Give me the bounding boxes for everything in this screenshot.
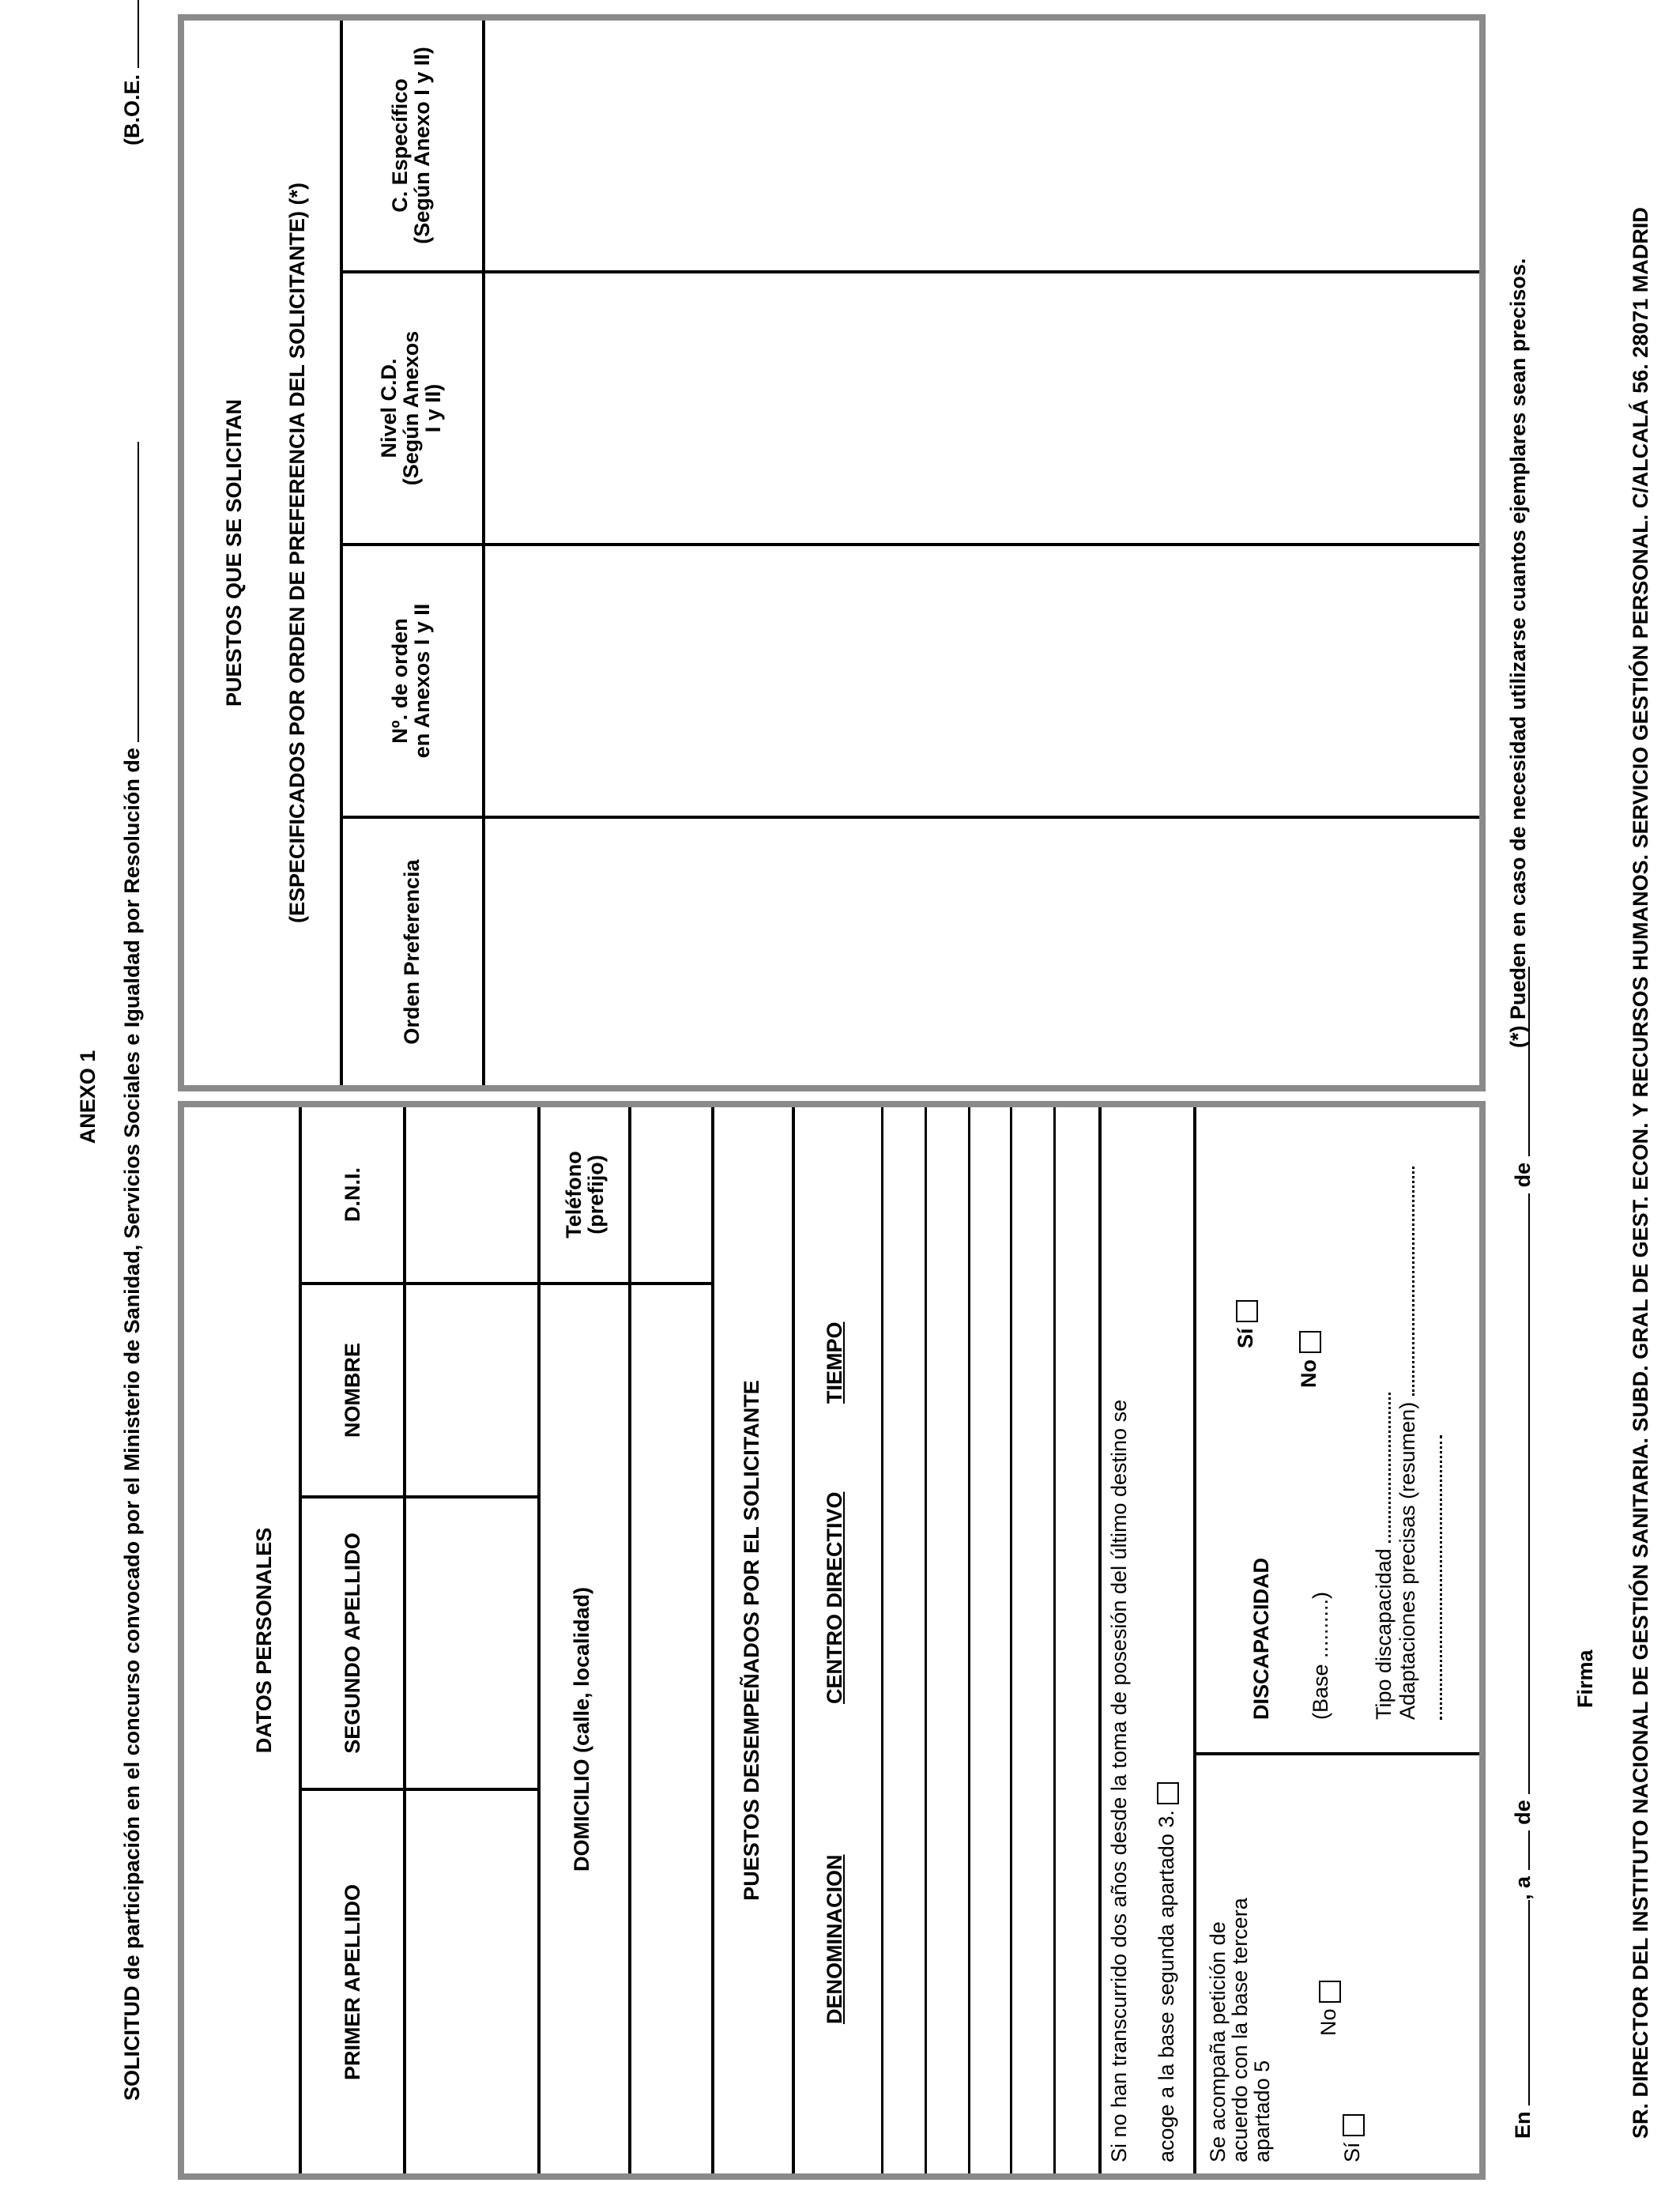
rule — [925, 1107, 927, 2173]
col-divider — [300, 1495, 539, 1498]
personal-section-title: DATOS PERSONALES — [252, 1527, 276, 1754]
phone-divider — [537, 1282, 713, 1285]
positions-held-title: PUESTOS DESEMPEÑADOS POR EL SOLICITANTE — [740, 1380, 763, 1901]
header-nivel-l2: (Según Anexos — [399, 330, 423, 486]
petition-line-2: acuerdo con la base tercera — [1228, 1898, 1252, 2162]
requested-title: PUESTOS QUE SE SOLICITAN — [222, 398, 246, 707]
header-n-orden-l1: Nº. de orden — [388, 618, 412, 744]
header-nivel-l3: I y II) — [421, 383, 445, 433]
header-n-orden-l2: en Anexos I y II — [410, 603, 434, 759]
col-divider — [300, 1788, 539, 1791]
rule — [403, 1107, 406, 2173]
header-especifico-l1: C. Específico — [388, 78, 412, 213]
rule — [711, 1107, 714, 2173]
disability-title: DISCAPACIDAD — [1249, 1557, 1273, 1720]
signature-line: En , a de de — [1509, 967, 1535, 2139]
disability-adaptations-field[interactable] — [1395, 1167, 1414, 1396]
rule — [792, 1107, 795, 2173]
petition-divider — [1195, 1752, 1479, 1755]
petition-yes-checkbox[interactable] — [1343, 2114, 1365, 2136]
boe-reference: (B.O.E. — [119, 0, 145, 145]
firma-label: Firma — [1573, 1649, 1597, 1708]
recipient-line: SR. DIRECTOR DEL INSTITUTO NACIONAL DE GESTIÓN SANITARIA. SUBD. GRAL DE GEST. ECON. Y RECURSOS HUMANOS. SERVICIO GESTIÓN PERSONAL. C/ALCALÁ 56. 28071 MADRID — [1629, 207, 1652, 2139]
request-line: SOLICITUD de participación en el concurso convocado por el Ministerio de Sanidad, Servicios Sociales e Igualdad por Resolución de — [119, 442, 145, 2101]
col-divider — [341, 543, 1479, 546]
disability-yes-checkbox[interactable] — [1236, 1300, 1258, 1322]
header-primer-apellido: PRIMER APELLIDO — [341, 1884, 364, 2081]
disability-type: Tipo discapacidad — [1371, 1393, 1396, 1720]
rule — [1098, 1107, 1102, 2173]
rule — [299, 1107, 302, 2173]
rule — [1010, 1107, 1012, 2173]
disability-type-field[interactable] — [1371, 1393, 1391, 1543]
header-orden-preferencia: Orden Preferencia — [400, 859, 424, 1045]
boe-blank[interactable] — [119, 0, 139, 68]
rule — [881, 1107, 883, 2173]
header-especifico-l2: (Según Anexo I y II) — [410, 47, 434, 244]
resolution-blank[interactable] — [119, 442, 139, 742]
col-divider — [300, 1282, 539, 1285]
col-divider — [341, 270, 1479, 273]
footnote: (*) Pueden en caso de necesidad utilizarse cuantos ejemplares sean precisos. — [1506, 258, 1530, 1048]
place-blank[interactable] — [1509, 1900, 1530, 2105]
disability-adaptations: Adaptaciones precisas (resumen) — [1395, 1167, 1420, 1720]
petition-line-1: Se acompaña petición de — [1206, 1921, 1230, 2162]
header-nombre: NOMBRE — [341, 1343, 364, 1438]
transition-line-1: Si no han transcurrido dos años desde la toma de posesión del último destino se — [1107, 1399, 1131, 2162]
rule — [340, 21, 343, 1085]
disability-adaptations-field-2[interactable] — [1422, 1435, 1442, 1720]
transition-line-2: acoge a la base segunda apartado 3. — [1154, 1782, 1179, 2162]
requested-positions-box — [178, 14, 1486, 1091]
disability-adaptations-line2 — [1422, 1435, 1448, 1720]
header-segundo-apellido: SEGUNDO APELLIDO — [341, 1532, 364, 1754]
petition-no-checkbox[interactable] — [1319, 1981, 1341, 2003]
month-blank[interactable] — [1509, 1193, 1530, 1794]
header-tiempo: TIEMPO — [823, 1321, 846, 1404]
petition-line-3: apartado 5 — [1250, 2060, 1274, 2162]
rule — [628, 1107, 631, 2173]
rule — [537, 1107, 541, 2173]
rule — [1193, 1107, 1196, 2173]
col-divider — [341, 816, 1479, 819]
petition-no: No — [1316, 1981, 1341, 2036]
disability-base: (Base ..........) — [1309, 1591, 1332, 1720]
phone-label-1: Teléfono — [562, 1151, 586, 1238]
disability-no-checkbox[interactable] — [1299, 1331, 1321, 1353]
header-centro-directivo: CENTRO DIRECTIVO — [823, 1491, 846, 1704]
petition-yes: Sí — [1339, 2114, 1365, 2162]
header-nivel-l1: Nivel C.D. — [377, 358, 401, 458]
annex-title: ANEXO 1 — [76, 1050, 100, 1144]
disability-yes: Sí — [1233, 1300, 1258, 1348]
day-blank[interactable] — [1509, 1830, 1530, 1870]
rule — [1053, 1107, 1056, 2173]
phone-label-2: (prefijo) — [584, 1155, 608, 1235]
address-label: DOMICILIO (calle, localidad) — [570, 1586, 593, 1872]
rule — [968, 1107, 970, 2173]
transition-checkbox[interactable] — [1157, 1782, 1179, 1804]
requested-subtitle: (ESPECIFICADOS POR ORDEN DE PREFERENCIA DEL SOLICITANTE) (*) — [285, 182, 309, 924]
header-dni: D.N.I. — [341, 1167, 364, 1223]
disability-no: No — [1296, 1331, 1321, 1388]
header-denominacion: DENOMINACION — [823, 1854, 846, 2024]
rule — [482, 21, 485, 1085]
